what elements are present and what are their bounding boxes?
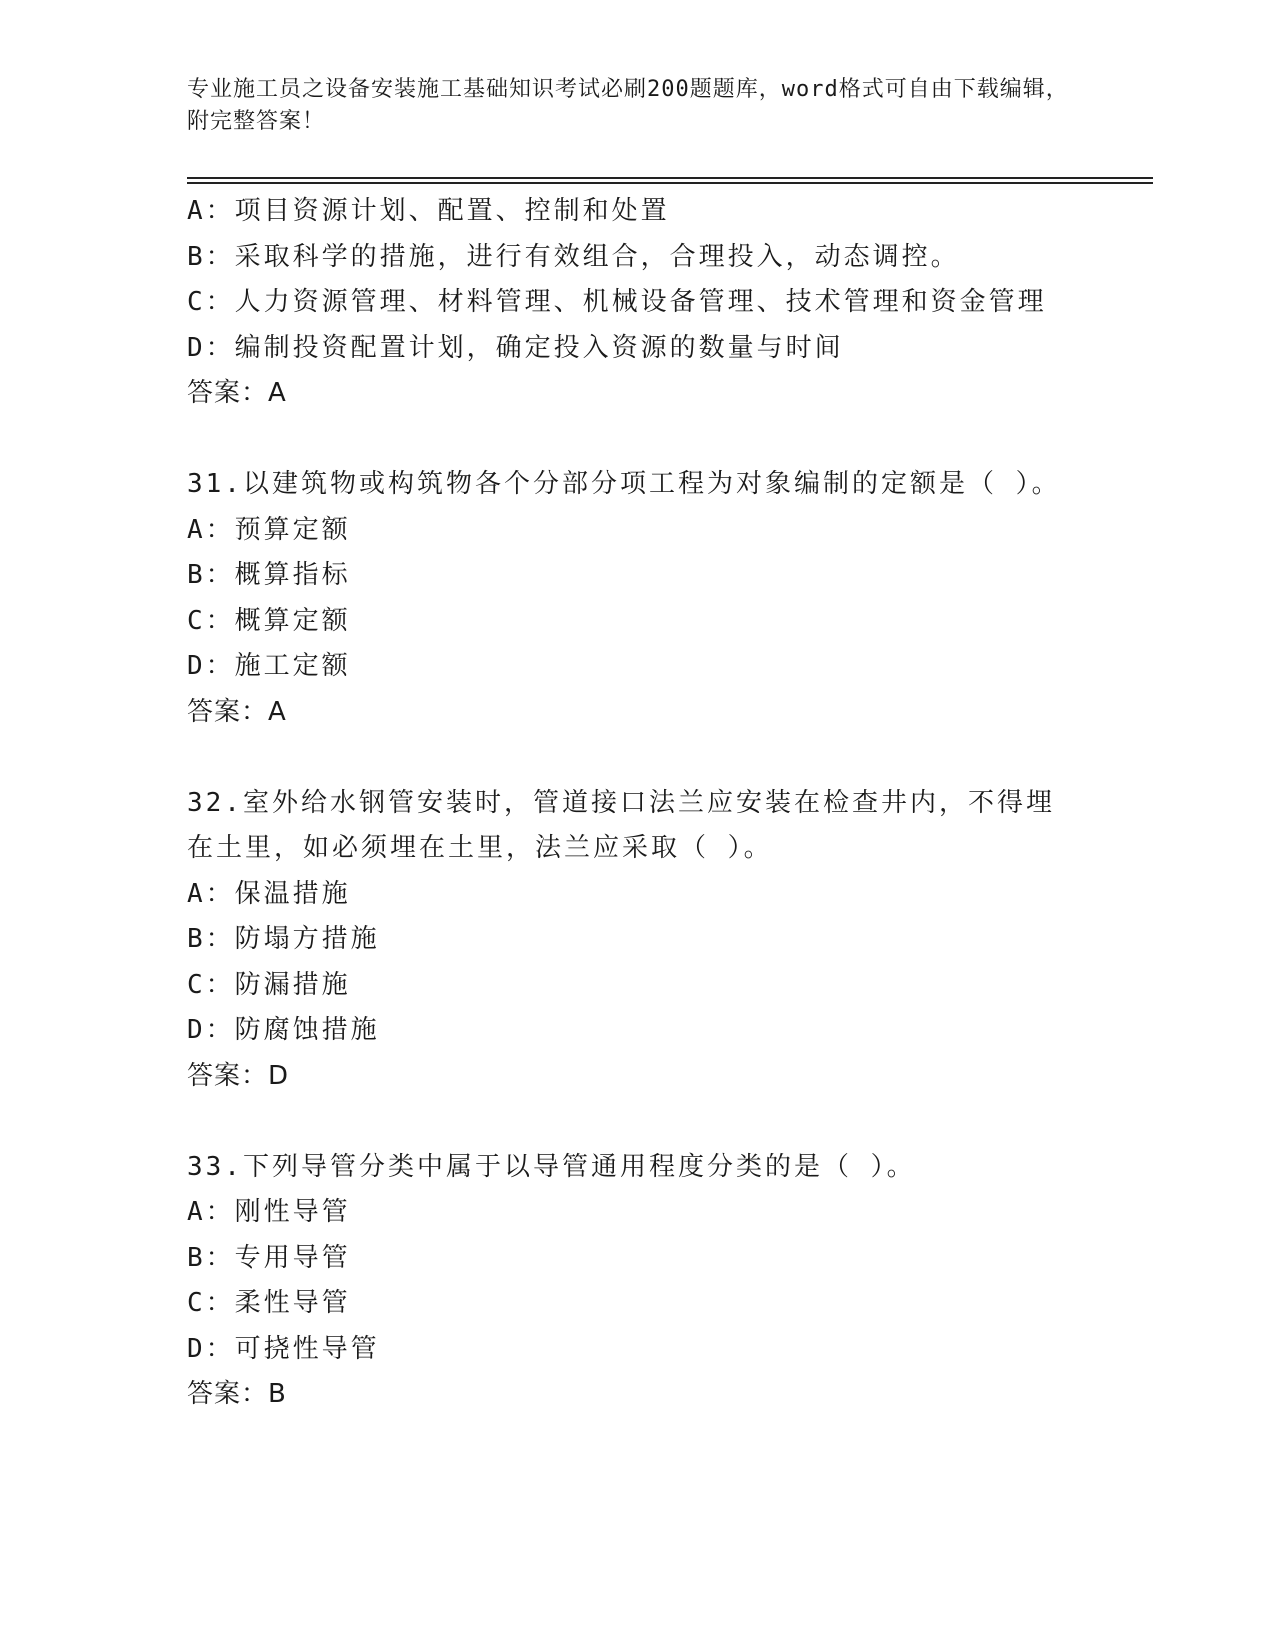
option-d: D：可挠性导管: [187, 1333, 380, 1364]
option-c: C：防漏措施: [187, 969, 351, 1000]
option-a: A：保温措施: [187, 878, 351, 909]
answer-line: 答案：A: [187, 378, 287, 408]
option-b: B：采取科学的措施，进行有效组合，合理投入，动态调控。: [187, 241, 960, 272]
spacer: [187, 735, 1087, 781]
header-rule-bottom: [187, 182, 1153, 184]
question-text: 33.下列导管分类中属于以导管通用程度分类的是（ ）。: [187, 1151, 916, 1182]
question-block-30: [187, 189, 1087, 417]
option-b: B：防塌方措施: [187, 924, 380, 954]
option-a: A：项目资源计划、配置、控制和处置: [187, 196, 670, 226]
option-c: C：人力资源管理、材料管理、机械设备管理、技术管理和资金管理: [187, 287, 1047, 317]
answer-line: 答案：A: [187, 696, 287, 727]
option-c: C：柔性导管: [187, 1288, 351, 1318]
option-d: D：施工定额: [187, 651, 351, 681]
option-d: D：编制投资配置计划，确定投入资源的数量与时间: [187, 332, 844, 363]
question-block-32: [187, 781, 1087, 1100]
option-d: D：防腐蚀措施: [187, 1015, 380, 1045]
answer-line: 答案：D: [187, 1060, 290, 1091]
page-content: [187, 189, 1087, 1418]
answer-line: 答案：B: [187, 1379, 287, 1409]
question-block-33: [187, 1145, 1087, 1418]
option-a: A：预算定额: [187, 514, 351, 545]
header-title: 专业施工员之设备安装施工基础知识考试必刷200题题库，word格式可自由下载编辑，附完整答案！: [187, 77, 1069, 134]
header-rule-top: [187, 177, 1153, 179]
option-c: C：概算定额: [187, 605, 351, 636]
question-block-31: [187, 462, 1087, 735]
spacer: [187, 417, 1087, 463]
option-a: A：刚性导管: [187, 1197, 351, 1227]
question-text: 32.室外给水钢管安装时，管道接口法兰应安装在检查井内，不得埋在土里，如必须埋在土里，法兰应采取（ ）。: [187, 787, 1055, 863]
option-b: B：概算指标: [187, 560, 351, 590]
spacer: [187, 1099, 1087, 1145]
question-text: 31.以建筑物或构筑物各个分部分项工程为对象编制的定额是（ ）。: [187, 469, 1061, 499]
document-header: [187, 74, 1087, 138]
option-b: B：专用导管: [187, 1242, 351, 1273]
